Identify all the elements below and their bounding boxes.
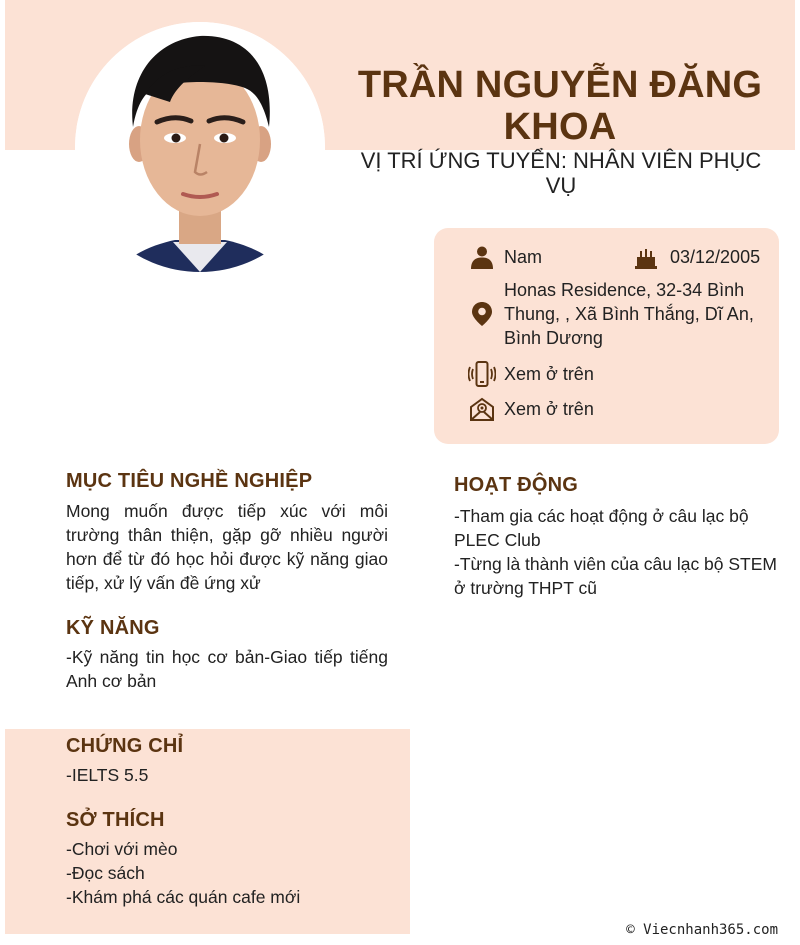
skills-text: -Kỹ năng tin học cơ bản-Giao tiếp tiếng Anh cơ bản xyxy=(66,647,388,691)
hobbies-list xyxy=(66,837,396,909)
hobby-item: -Khám phá các quán cafe mới xyxy=(66,887,301,907)
birthday-row xyxy=(632,243,760,271)
address-value: Honas Residence, 32-34 Bình Thung, , Xã Bình Thắng, Dĩ An, Bình Dương xyxy=(504,280,754,348)
birthday-value: 03/12/2005 xyxy=(670,247,761,267)
activity-item: -Tham gia các hoạt động ở câu lạc bộ PLEC Club xyxy=(454,506,749,550)
certificates-list xyxy=(66,763,396,787)
objective-text: Mong muốn được tiếp xúc với môi trường thân thiện, gặp gỡ nhiều người hơn để từ đó học hỏi được kỹ năng giao tiếp, xử lý vấn đề ứng xử xyxy=(66,501,388,593)
email-icon xyxy=(468,395,496,423)
objective-title: MỤC TIÊU NGHỀ NGHIỆP xyxy=(66,470,313,492)
certificate-item: -IELTS 5.5 xyxy=(66,765,149,785)
location-icon xyxy=(468,300,496,328)
certificates-title: CHỨNG CHỈ xyxy=(66,735,184,757)
skills-title: KỸ NĂNG xyxy=(66,617,160,639)
hobby-item: -Chơi với mèo xyxy=(66,839,178,859)
hobbies-title: SỞ THÍCH xyxy=(66,809,165,831)
candidate-name: TRẦN NGUYỄN ĐĂNG KHOA xyxy=(357,64,763,148)
avatar xyxy=(75,22,325,272)
phone-icon xyxy=(468,360,496,388)
gender-value: Nam xyxy=(504,247,543,267)
phone-value: Xem ở trên xyxy=(504,364,594,384)
email-row xyxy=(468,395,594,423)
activity-item: -Từng là thành viên của câu lạc bộ STEM ở trường THPT cũ xyxy=(454,554,777,598)
gender-row xyxy=(468,243,542,271)
address-row xyxy=(468,278,768,350)
person-icon xyxy=(468,243,496,271)
applied-position: VỊ TRÍ ỨNG TUYỂN: NHÂN VIÊN PHỤC VỤ xyxy=(360,148,762,198)
cake-icon xyxy=(632,243,660,271)
footer-credit: © Viecnhanh365.com xyxy=(626,922,778,938)
email-value: Xem ở trên xyxy=(504,399,594,419)
activities-list xyxy=(454,504,784,600)
activities-title: HOẠT ĐỘNG xyxy=(454,474,579,496)
contact-card xyxy=(434,228,779,444)
phone-row xyxy=(468,360,594,388)
hobby-item: -Đọc sách xyxy=(66,863,145,883)
